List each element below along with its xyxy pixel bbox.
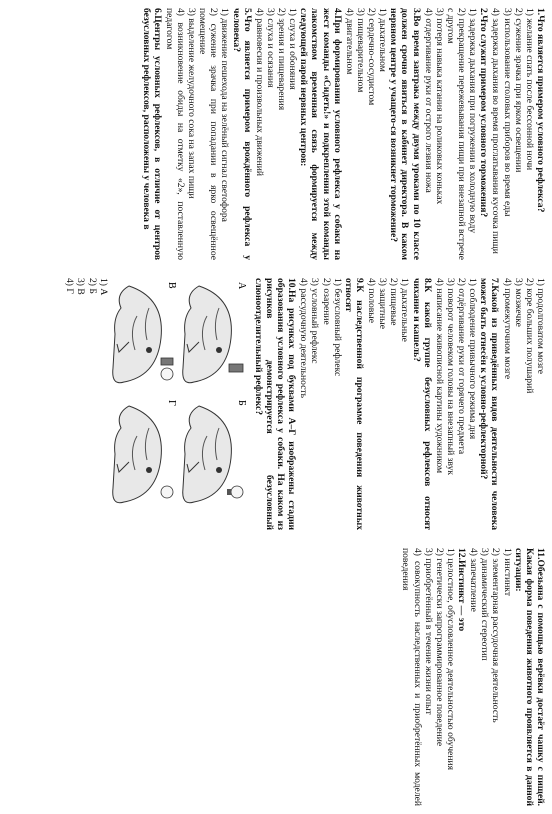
option: 1) соблюдение привычного режима дня xyxy=(467,278,479,440)
dog-reflex-illustration xyxy=(109,278,249,518)
option: 1) продолговатом мозге xyxy=(535,278,546,374)
question-title: 10.На рисунках под буквами А–Г изображены стадии образования условного рефлекса у собаки. На каком из рисунков демонстрируется безусловный слюноотделительный рефлекс? xyxy=(252,278,298,530)
option: 1) движение пешехода на зелёный сигнал светофора xyxy=(219,8,231,222)
dog-reflex-figure xyxy=(109,278,249,518)
option: 3) поворот человеком головы на внезапный звук xyxy=(445,278,456,476)
option: 2) зрения и пищеварения xyxy=(276,8,288,111)
label-b: Б xyxy=(235,400,247,406)
option: 2) сужение зрачка при ярком освещении xyxy=(512,8,524,173)
option: 4) задержка дыхания во время проглатывания кусочка пищи xyxy=(490,8,502,254)
question-11 xyxy=(468,548,546,806)
label-d: Г xyxy=(165,400,177,406)
question-title: 7.Какой из приведённых видов деятельности человека может быть отнесён к условно-рефлекторной? xyxy=(478,278,501,530)
option: 1) слуха и обоняния xyxy=(287,8,299,90)
question-4 xyxy=(254,8,343,260)
question-6 xyxy=(141,8,163,260)
question-6-options xyxy=(502,278,547,530)
question-10 xyxy=(253,278,298,530)
option: 1) целостное, обусловленное деятельностью обучения xyxy=(445,548,456,771)
option: 4) возникновение обиды на отметку «2», поставленную педагогом xyxy=(163,8,186,260)
option: 4) написание живописной картины художником xyxy=(433,278,445,474)
panel-a xyxy=(182,286,242,383)
question-7 xyxy=(434,278,501,530)
option: 2) прекращение пережевывания пищи при внезапной встрече с другом xyxy=(445,8,468,260)
option: 3) приобретённый в течение жизни опыт xyxy=(422,548,434,715)
option: 3) использование столовых приборов во время еды xyxy=(501,8,513,217)
question-3 xyxy=(344,8,422,260)
option: 4) половые xyxy=(366,278,378,324)
question-title: 1.Что является примером условного рефлекса? xyxy=(535,8,546,213)
option: 1) желание спать после бессонной ночи xyxy=(523,8,535,171)
question-12 xyxy=(400,548,467,806)
option: 3) В xyxy=(75,278,87,295)
question-9 xyxy=(298,278,365,530)
option: 3) потеря навыка катания на роликовых коньках xyxy=(433,8,445,205)
option: 2) сердечно-сосудистом xyxy=(366,8,378,106)
question-8 xyxy=(366,278,433,530)
option: 2) сужение зрачка при попадании в ярко освещённое помещение xyxy=(197,8,220,260)
option: 1) дыхательном xyxy=(377,8,389,72)
option: 4) двигательном xyxy=(343,8,355,75)
question-2 xyxy=(423,8,490,260)
option: 1) А xyxy=(97,278,109,296)
option: 2) генетически запрограммированное поведение xyxy=(433,548,445,747)
option: 3) слуха и осязания xyxy=(265,8,276,88)
column-1 xyxy=(6,8,546,260)
question-title: 5.Что является примером врождённого рефлекса у человека? xyxy=(230,8,253,260)
option: 1) инстинкт xyxy=(501,548,513,597)
option: 3) выделение желудочного сока на запах пищи xyxy=(186,8,198,199)
option: 3) защитные xyxy=(377,278,389,329)
question-title: 12.Инстинкт — это xyxy=(456,548,468,632)
option: 2) Б xyxy=(86,278,98,294)
panel-d xyxy=(112,406,172,503)
option: 2) элементарная рассудочная деятельность xyxy=(490,548,502,723)
option: 2) озарение xyxy=(320,278,332,325)
question-title: 8.К какой группе безусловных рефлексов относят чихание и кашель? xyxy=(410,278,433,530)
label-a: А xyxy=(235,282,247,290)
option: 1) безусловный рефлекс xyxy=(331,278,343,377)
option: 2) отдёргивание руки от горячего предмета xyxy=(456,278,468,455)
question-title: 3.Во время завтрака между двумя уроками по 10 классе должен срочно явиться в кабинет директора. В каком нервном центре у учащего-ся возникнет торможение? xyxy=(388,8,422,260)
question-title: 11.Обезьяна с помощью верёвки достаёт чашку с пищей. Какая форма поведения животного проявляется в данной ситуации: xyxy=(512,548,546,806)
column-3 xyxy=(6,548,546,806)
panel-c xyxy=(112,286,172,383)
option: 4) равновесия и произвольных движений xyxy=(253,8,265,177)
column-2 xyxy=(6,278,546,530)
question-title: 4.При формировании условного рефлекса у собаки на жест команды «Сидеть!» и подкреплении этой команды лакомством временная связь формируется между следующей парой нервных центров: xyxy=(298,8,343,260)
option: 4) отдергивание руки от острого лезвия ножа xyxy=(422,8,434,193)
question-title: 9.К наследственной программе поведения животных относят xyxy=(342,278,365,530)
option: 1) задержка дыхания при погружении в холодную воду xyxy=(467,8,479,234)
question-5 xyxy=(164,8,253,260)
panel-b xyxy=(182,406,242,503)
option: 4) запечатление xyxy=(468,548,480,612)
question-1 xyxy=(490,8,546,260)
option: 4) совокупность наследственных и приобретённых моделей поведения xyxy=(400,548,423,806)
question-10-answers xyxy=(64,278,109,530)
option: 3) пищеварительном xyxy=(355,8,366,93)
option: 3) динамический стереотип xyxy=(479,548,491,661)
option: 4) Г xyxy=(64,278,76,294)
label-c: В xyxy=(165,282,177,289)
question-title: 2.Что служит примером условного торможения? xyxy=(478,8,490,218)
option: 2) коре больших полушарий xyxy=(523,278,535,394)
option: 2) пищевые xyxy=(388,278,400,326)
option: 3) условный рефлекс xyxy=(309,278,321,364)
option: 4) рассудочную деятельность xyxy=(298,278,310,398)
option: 3) мозжечке xyxy=(512,278,524,327)
question-title: 6.Центры условных рефлексов, в отличие от центров безусловных рефлексов, расположены у человека в xyxy=(140,8,163,260)
option: 4) промежуточном мозге xyxy=(501,278,513,380)
option: 1) дыхательные xyxy=(399,278,411,342)
